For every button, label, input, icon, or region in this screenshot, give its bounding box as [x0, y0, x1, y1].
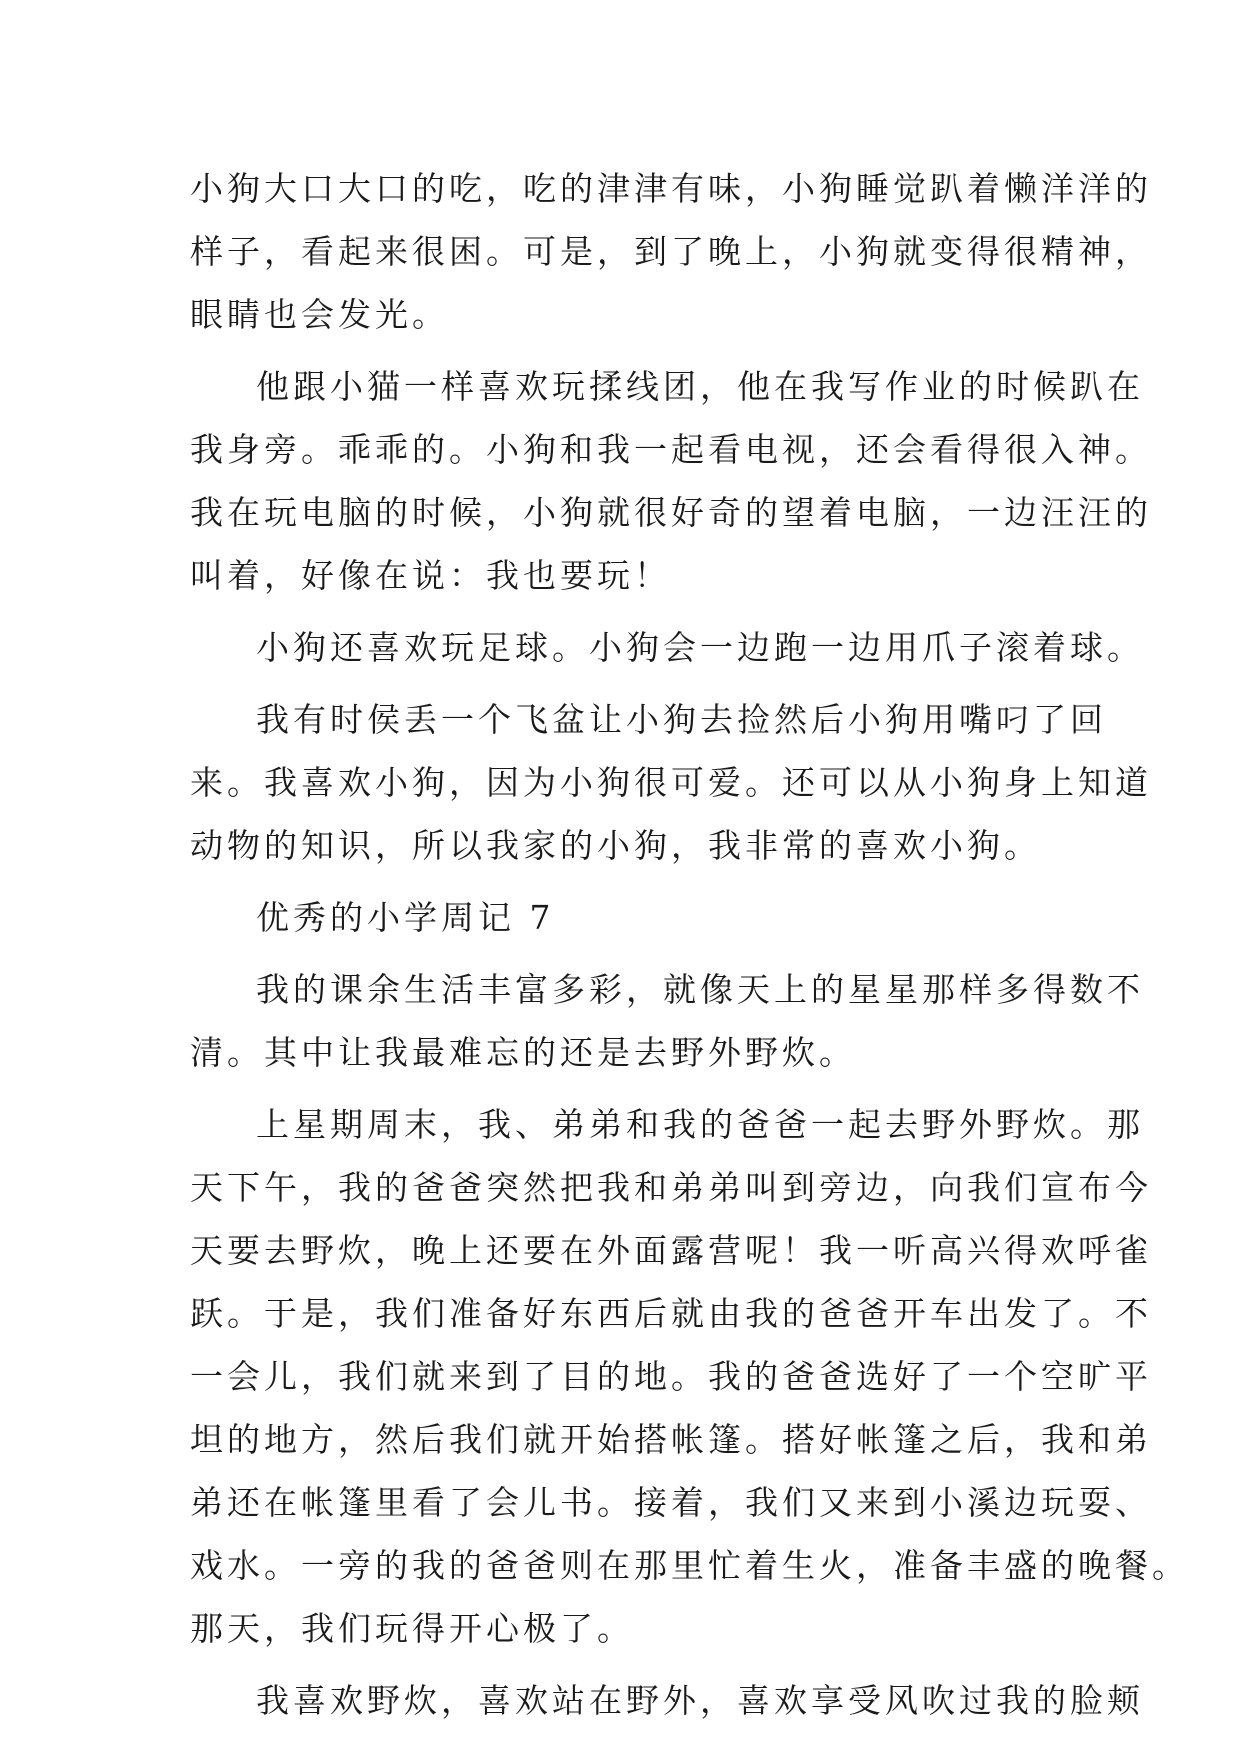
text-line: 坦的地方，然后我们就开始搭帐篷。搭好帐篷之后，我和弟 [190, 1420, 1152, 1459]
text-line: 来。我喜欢小狗，因为小狗很可爱。还可以从小狗身上知道 [190, 763, 1152, 802]
paragraph-gap [190, 679, 1060, 688]
paragraph-gap [190, 346, 1060, 355]
document-body [190, 157, 1189, 1732]
text-line: 上星期周末，我、弟弟和我的爸爸一起去野外野炊。那 [256, 1105, 1144, 1144]
text-line: 他跟小猫一样喜欢玩揉线团，他在我写作业的时候趴在 [256, 367, 1144, 406]
text-line: 清。其中让我最难忘的还是去野外野炊。 [190, 1033, 856, 1072]
text-line: 叫着，好像在说：我也要玩！ [190, 556, 671, 595]
text-line: 优秀的小学周记 7 [256, 898, 555, 937]
text-line: 我的课余生活丰富多彩，就像天上的星星那样多得数不 [256, 970, 1144, 1009]
text-line: 弟还在帐篷里看了会儿书。接着，我们又来到小溪边玩耍、 [190, 1483, 1152, 1522]
paragraph-gap [190, 1084, 1060, 1093]
text-line: 天下午，我的爸爸突然把我和弟弟叫到旁边，向我们宣布今 [190, 1168, 1152, 1207]
text-line: 小狗大口大口的吃，吃的津津有味，小狗睡觉趴着懒洋洋的 [190, 169, 1152, 208]
text-line: 跃。于是，我们准备好东西后就由我的爸爸开车出发了。不 [190, 1294, 1152, 1333]
paragraph-gap [190, 877, 1060, 886]
text-line: 小狗还喜欢玩足球。小狗会一边跑一边用爪子滚着球。 [256, 628, 1144, 667]
text-line: 动物的知识，所以我家的小狗，我非常的喜欢小狗。 [190, 826, 1041, 865]
text-line: 那天，我们玩得开心极了。 [190, 1609, 634, 1648]
text-line: 我在玩电脑的时候，小狗就很好奇的望着电脑，一边汪汪的 [190, 493, 1152, 532]
paragraph-gap [190, 607, 1060, 616]
text-line: 戏水。一旁的我的爸爸则在那里忙着生火，准备丰盛的晚餐。 [190, 1546, 1189, 1585]
paragraph-gap [190, 949, 1060, 958]
text-line: 我身旁。乖乖的。小狗和我一起看电视，还会看得很入神。 [190, 430, 1152, 469]
paragraph-gap [190, 1660, 1060, 1669]
text-line: 我喜欢野炊，喜欢站在野外，喜欢享受风吹过我的脸颊 [256, 1681, 1144, 1720]
text-line: 眼睛也会发光。 [190, 295, 449, 334]
text-line: 一会儿，我们就来到了目的地。我的爸爸选好了一个空旷平 [190, 1357, 1152, 1396]
text-line: 我有时侯丢一个飞盆让小狗去捡然后小狗用嘴叼了回 [256, 700, 1107, 739]
text-line: 天要去野炊，晚上还要在外面露营呢！我一听高兴得欢呼雀 [190, 1231, 1152, 1270]
text-line: 样子，看起来很困。可是，到了晚上，小狗就变得很精神， [190, 232, 1152, 271]
